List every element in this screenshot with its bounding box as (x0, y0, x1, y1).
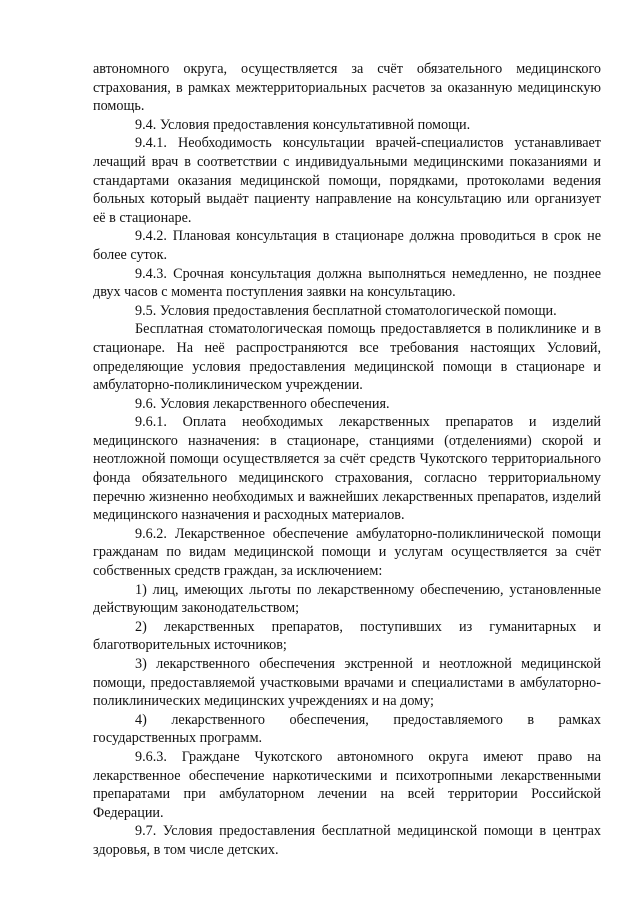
paragraph-9-4-3: 9.4.3. Срочная консультация должна выполняться немедленно, не позднее двух часов с момента поступления заявки на консультацию. (93, 265, 601, 301)
paragraph-9-6-1: 9.6.1. Оплата необходимых лекарственных препаратов и изделий медицинского назначения: в стационаре, станциями (отделениями) скорой и неотложной помощи осуществляется за счёт средств Чукотского территориального фонда обязательного медицинского страхования, согласно территориальному перечню жизненно необходимых и важнейших лекарственных препаратов, изделий медицинского назначения и расходных материалов. (93, 414, 601, 524)
paragraph-9-6-3: 9.6.3. Граждане Чукотского автономного округа имеют право на лекарственное обеспечение наркотическими и психотропными лекарственными препаратами при амбулаторном лечении на всей территории Российской Федерации. (93, 748, 601, 821)
paragraph-9-5-body: Бесплатная стоматологическая помощь предоставляется в поликлинике и в стационаре. На неё распространяются все требования настоящих Условий, определяющие условия предоставления медицинской помощи в стационаре и амбулаторно-поликлиническом учреждении. (93, 321, 601, 394)
paragraph-continuation: автономного округа, осуществляется за счёт обязательного медицинского страхования, в рамках межтерриториальных расчетов за оказанную медицинскую помощь. (93, 61, 601, 115)
paragraph-9-6-2: 9.6.2. Лекарственное обеспечение амбулаторно-поликлинической помощи гражданам по видам медицинской помощи и услугам осуществляется за счёт собственных средств граждан, за исключением: (93, 525, 601, 580)
document-page (93, 60, 601, 860)
section-heading-9-5: 9.5. Условия предоставления бесплатной стоматологической помощи. (135, 302, 557, 319)
paragraph-9-4-1: 9.4.1. Необходимость консультации врачей-специалистов устанавливает лечащий врач в соответствии с индивидуальными медицинскими показаниями и стандартами оказания медицинской помощи, порядками, протоколами ведения больных который выдаёт пациенту направление на консультацию или организует её в стационаре. (93, 135, 601, 226)
section-heading-9-6: 9.6. Условия лекарственного обеспечения. (135, 395, 390, 412)
section-heading-9-7: 9.7. Условия предоставления бесплатной медицинской помощи в центрах здоровья, в том числе детских. (93, 823, 601, 858)
list-item-3: 3) лекарственного обеспечения экстренной и неотложной медицинской помощи, предоставляемой участковыми врачами и специалистами в амбулаторно-поликлинических медицинских учреждениях и на дому; (93, 656, 601, 710)
list-item-1: 1) лиц, имеющих льготы по лекарственному обеспечению, установленные действующим законодательством; (93, 581, 601, 617)
list-item-4: 4) лекарственного обеспечения, предоставляемого в рамках государственных программ. (93, 711, 601, 747)
list-item-2: 2) лекарственных препаратов, поступивших из гуманитарных и благотворительных источников; (93, 618, 601, 654)
section-heading-9-4: 9.4. Условия предоставления консультативной помощи. (135, 116, 471, 133)
paragraph-9-4-2: 9.4.2. Плановая консультация в стационаре должна проводиться в срок не более суток. (93, 228, 601, 263)
